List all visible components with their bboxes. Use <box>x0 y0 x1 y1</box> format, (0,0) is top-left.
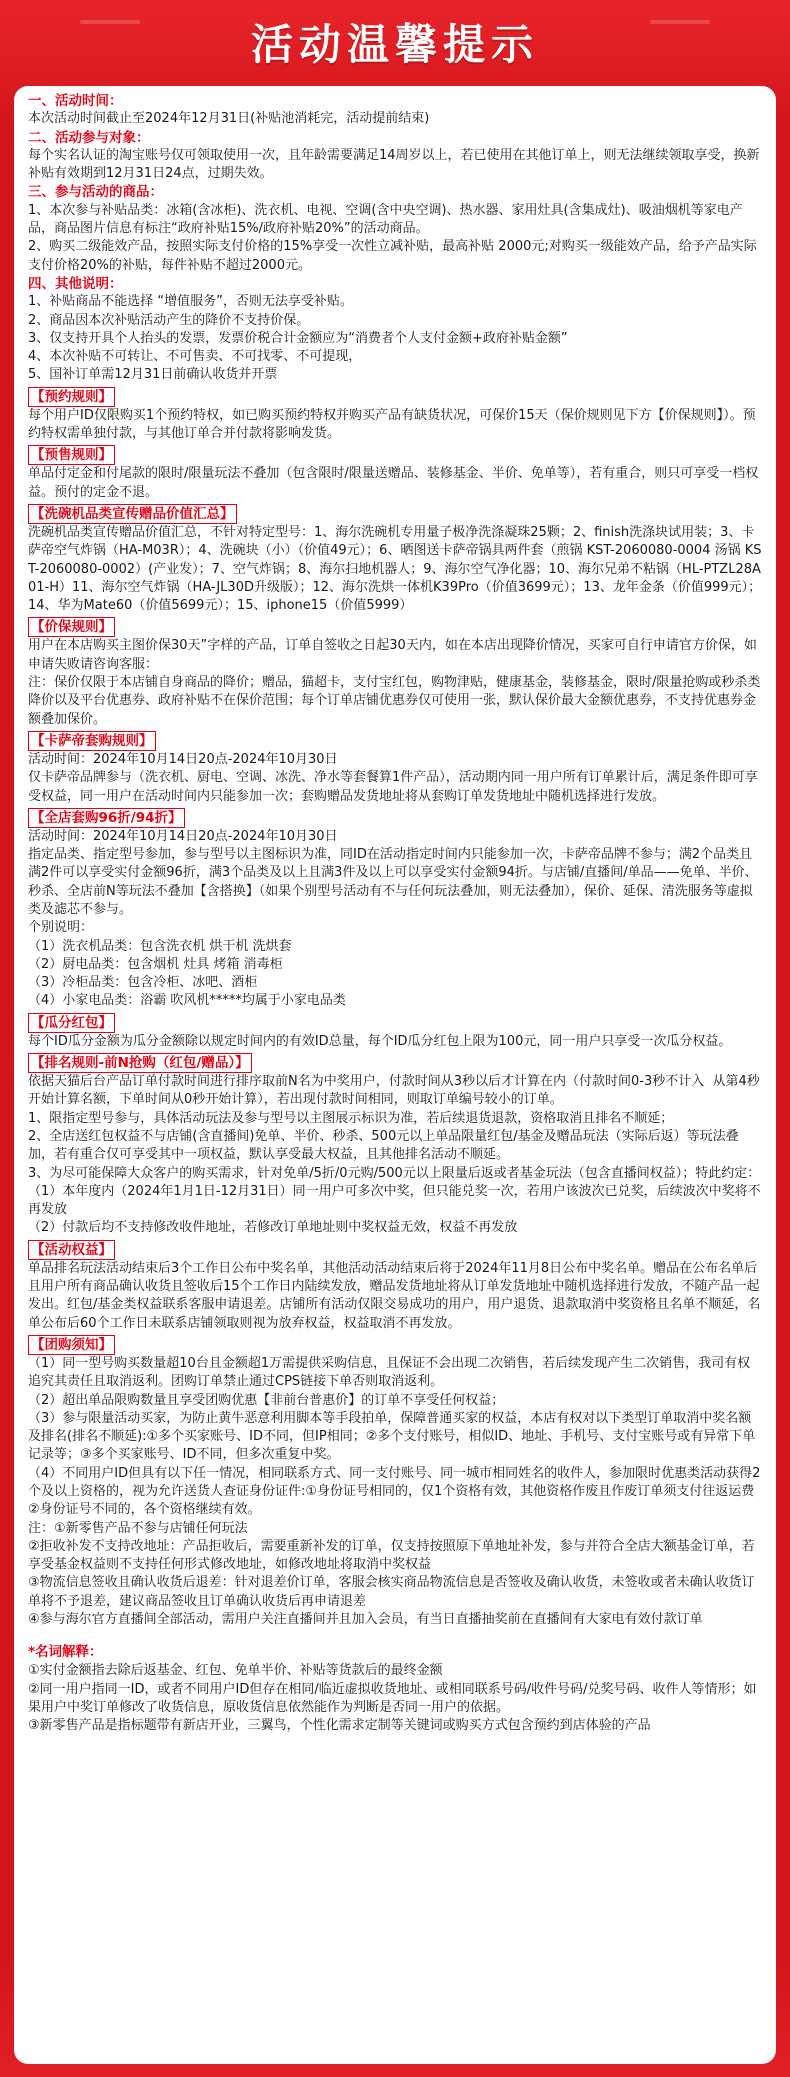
section-text: 活动时间：2024年10月14日20点-2024年10月30日 <box>28 828 338 844</box>
rule-section <box>28 385 762 444</box>
header-banner <box>0 0 790 84</box>
section-text: 2、商品因本次补贴活动产生的降价不支持价保。 <box>28 312 310 328</box>
section-tag: 【排名规则-前N抢购（红包/赠品）】 <box>28 1053 252 1073</box>
section-text: 1、限指定型号参与，具体活动玩法及参与型号以主图展示标识为准，若后续退货退款，资格取消且排名不顺延； <box>28 1110 674 1126</box>
glossary-item: ①实付金额指去除后返基金、红包、免单半价、补贴等货款后的最终金额 <box>28 1663 443 1679</box>
section-text: 指定品类、指定型号参加，参与型号以主图标识为准，同ID在活动指定时间内只能参加一次，卡萨帝品牌不参与；满2个品类且满2件可以享受实付金额96折，满3个品类及以上且满3件及以上可以享受实付金额94折。与店铺/直播间/单品——免单、半价、秒杀、全店前N等玩法不叠加【含搭换】（如果个别型号活动有不与任何玩法叠加，则无法叠加），保价、延保、清洗服务等虚拟类及滤芯不参与。 <box>28 847 758 917</box>
section-text: 3、为尽可能保障大众客户的购买需求，针对免单/5折/0元购/500元以上限量后返或者基金玩法（包含直播间权益）；特此约定： <box>28 1165 761 1181</box>
section-text: 2、购买二级能效产品，按照实际支付价格的15%享受一次性立减补贴，最高补贴 2000元;对购买一级能效产品，给予产品实际支付价格20%的补贴，每件补贴不超过2000元。 <box>28 239 757 273</box>
section-text: （1）本年度内（2024年1月1日-12月31日）同一用户可多次中奖，但只能兑奖一次，若用户该波次已兑奖，后续波次中奖将不再发放 <box>28 1183 761 1218</box>
section-text: （2）付款后均不支持修改收件地址，若修改订单地址则中奖权益无效，权益不再发放 <box>28 1220 518 1236</box>
rule-section <box>28 1238 762 1333</box>
rule-section <box>28 1011 762 1051</box>
section-text: 仅卡萨帝品牌参与（洗衣机、厨电、空调、冰洗、净水等套餐算1件产品），活动期内同一用户所有订单累计后，满足条件即可享受权益，同一用户在活动时间内只能参加一次；套购赠品发货地址将从套购订单发货地址中随机选择进行发放。 <box>28 770 758 804</box>
section-text: （2）超出单品限购数量且享受团购优惠【非前台普惠价】的订单不享受任何权益； <box>28 1392 505 1408</box>
section-text: 2、全店送红包权益不与店铺(含直播间)免单、半价、秒杀、500元以上单品限量红包/基金及赠品玩法（实际后返）等玩法叠加，若有重合仅可享受其中一项权益，默认享受最大权益，且其他排名活动不顺延。 <box>28 1128 739 1163</box>
section-tag: 【预约规则】 <box>28 387 115 407</box>
section-text: 依据天猫后台产品订单付款时间进行排序取前N名为中奖用户，付款时间从3秒以后才计算在内（付款时间0-3秒不计入 从第4秒开始计算名额，下单时间从0秒开始计算），若出现付款时间相同，则取订单编号较小的订单。 <box>28 1074 760 1108</box>
section-text: 注：保价仅限于本店铺自身商品的降价；赠品，猫超卡，支付宝红包，购物津贴，健康基金，装修基金，限时/限量抢购或秒杀类降价以及平台优惠券、政府补贴不在保价范围；每个订单店铺优惠券仅可使用一张，默认保价最大金额优惠券，不支持优惠券金额叠加保价。 <box>28 675 761 727</box>
section-text: 每个ID瓜分金额为瓜分金额除以规定时间内的有效ID总量，每个ID瓜分红包上限为100元，同一用户只享受一次瓜分权益。 <box>28 1033 732 1049</box>
rule-section <box>28 92 762 129</box>
section-text: ④参与海尔官方直播间全部活动，需用户关注直播间并且加入会员，有当日直播抽奖前在直播间有大家电有效付款订单 <box>28 1612 703 1628</box>
section-heading: 三、参与活动的商品： <box>28 184 163 201</box>
rule-section <box>28 275 762 385</box>
section-text: 1、补贴商品不能选择 “增值服务”，否则无法享受补贴。 <box>28 294 353 310</box>
rule-section <box>28 806 762 1011</box>
rule-section <box>28 443 762 502</box>
section-text: 3、仅支持开具个人抬头的发票，发票价税合计金额应为“消费者个人支付金额+政府补贴金额” <box>28 330 568 346</box>
section-heading: 一、活动时间： <box>28 93 123 109</box>
section-heading: 二、活动参与对象： <box>28 129 150 146</box>
page-title: 活动温馨提示 <box>250 20 539 69</box>
section-text: 注：①新零售产品不参与店铺任何玩法 <box>28 1520 248 1536</box>
rule-section <box>28 615 762 728</box>
section-tag: 【卡萨帝套购规则】 <box>28 731 156 751</box>
section-text: 洗碗机品类宣传赠品价值汇总，不针对特定型号：1、海尔洗碗机专用量子极净洗涤凝珠25颗；2、finish洗涤块试用装；3、卡萨帝空气炸锅（HA-M03R）；4、洗碗块（小）（价值49元）；6、晒图送卡萨帝锅具两件套（煎锅 KST-2060080-0004 汤锅 KST-2060080-0002）(产业发）；7、空气炸锅；8、海尔扫地机器人；9、海尔空气净化器；10、海尔兄弟不粘锅（HL-PTZL28A01-H）11、海尔空气炸锅（HA-JL30D升级版）；12、海尔洗烘一体机K39Pro（价值3699元）；13、龙年金条（价值999元）；14、华为Mate60（价值5699元）；15、iphone15（价值5999） <box>28 524 762 614</box>
section-text: 用户在本店购买主图价保30天”字样的产品，订单自签收之日起30天内，如在本店出现降价情况，买家可自行申请官方价保，如申请失败请咨询客服： <box>28 638 757 672</box>
section-text: 单品付定金和付尾款的限时/限量玩法不叠加（包含限时/限量送赠品、装修基金、半价、免单等），若有重合，则只可享受一档权益。预付的定金不退。 <box>28 466 759 500</box>
rule-section <box>28 183 762 274</box>
section-tag: 【预售规则】 <box>28 445 115 465</box>
rule-section <box>28 729 762 806</box>
section-text: 本次活动时间截止至2024年12月31日(补贴池消耗完，活动提前结束) <box>28 111 430 127</box>
section-text: 每个用户ID仅限购买1个预约特权，如已购买预约特权并购买产品有缺货状况，可保价15天（保价规则见下方【价保规则】）。预约特权需单独付款，与其他订单合并付款将影响发货。 <box>28 407 756 442</box>
section-text: （3）参与限量活动买家，为防止黄牛恶意利用脚本等手段拍单，保障普通买家的权益，本店有权对以下类型订单取消中奖名额及排名(排名不顺延):①多个买家账号、ID不同，但IP相同；②多个支付账号，相似ID、地址、手机号、支付宝账号或有异常下单记录等；③多个买家账号、ID不同，但多次重复中奖。 <box>28 1410 756 1463</box>
rule-section <box>28 1051 762 1238</box>
section-text: 每个实名认证的淘宝账号仅可领取使用一次，且年龄需要满足14周岁以上，若已使用在其他订单上，则无法继续领取享受，换新补贴有效期到12月31日24点，过期失效。 <box>28 147 760 182</box>
section-text: 单品排名玩法活动结束后3个工作日公布中奖名单，其他活动活动结束后将于2024年11月8日公布中奖名单。赠品在公布名单后且用户所有商品确认收货且签收后15个工作日内陆续发放，赠品发货地址将从订单发货地址中随机选择进行发放，不随产品一起发出。红包/基金类权益联系客服申请退差。店铺所有活动仅限交易成功的用户，用户退货、退款取消中奖资格且名单不顺延，名单公布后60个工作日未联系店铺领取则视为放弃权益，权益取消不再发放。 <box>28 1260 761 1331</box>
section-text: （3）冷柜品类：包含冷柜、冰吧、酒柜 <box>28 975 258 991</box>
section-tag: 【瓜分红包】 <box>28 1013 115 1033</box>
rules-content <box>28 92 762 1736</box>
section-text: 活动时间：2024年10月14日20点-2024年10月30日 <box>28 751 338 767</box>
section-text: 个别说明： <box>28 920 94 936</box>
section-text: 4、本次补贴不可转让、不可售卖、不可找零、不可提现， <box>28 349 362 365</box>
glossary-item: ②同一用户指同一ID，或者不同用户ID但存在相同/临近虚拟收货地址、或相同联系号码/收件号码/兑奖号码、收件人等情形；如果用户中奖订单修改了收货信息，原收货信息依然能作为判断是否同一用户的依据。 <box>28 1681 757 1715</box>
rules-card <box>14 86 776 2064</box>
section-text: 1、本次参与补贴品类：冰箱(含冰柜)、洗衣机、电视、空调(含中央空调)、热水器、家用灶具(含集成灶)、吸油烟机等家电产品，商品图片信息有标注“政府补贴15%/政府补贴20%”的活动商品。 <box>28 202 743 237</box>
section-tag: 【活动权益】 <box>28 1240 115 1260</box>
section-heading: 四、其他说明： <box>28 275 123 292</box>
section-text: （1）同一型号购买数量超10台且金额超1万需提供采购信息，且保证不会出现二次销售，若后续发现产生二次销售，我司有权追究其责任且取消返利。团购订单禁止通过CPS链接下单否则取消返利。 <box>28 1355 751 1390</box>
section-text: 5、国补订单需12月31日前确认收货并开票 <box>28 367 278 383</box>
section-tag: 【团购须知】 <box>28 1335 115 1355</box>
section-text: （4）不同用户ID但具有以下任一情况，相同联系方式、同一支付账号、同一城市相同姓名的收件人，参加限时优惠类活动获得2个及以上资格的，视为允许送货人查证身份证件:①身份证号相同的，仅1个资格有效，其他资格作废且作废订单须支付往返运费②身份证号不同的，各个资格继续有效。 <box>28 1465 761 1518</box>
glossary-heading: *名词解释： <box>28 1644 103 1661</box>
section-text: （1）洗衣机品类：包含洗衣机 烘干机 洗烘套 <box>28 938 292 954</box>
section-text: （2）厨电品类：包含烟机 灶具 烤箱 消毒柜 <box>28 956 283 972</box>
section-tag: 【洗碗机品类宣传赠品价值汇总】 <box>28 504 237 524</box>
section-text: ③物流信息签收且确认收货后退差：针对退差价订单，客服会核实商品物流信息是否签收及确认收货，未签收或者未确认收货订单将不予退差，建议商品签收且订单确认收货后再申请退差 <box>28 1575 755 1609</box>
section-tag: 【全店套购96折/94折】 <box>28 808 185 828</box>
rule-section <box>28 1333 762 1629</box>
rule-section <box>28 129 762 184</box>
spacer <box>28 1629 762 1643</box>
section-tag: 【价保规则】 <box>28 617 115 637</box>
rule-section <box>28 502 762 615</box>
section-text: （4）小家电品类：浴霸 吹风机*****均属于小家电品类 <box>28 993 346 1009</box>
section-text: ②拒收补发不支持改地址：产品拒收后，需要重新补发的订单，仅支持按照原下单地址补发，参与并符合全店大额基金订单，若享受基金权益则不支持任何形式修改地址，如修改地址将取消中奖权益 <box>28 1538 755 1573</box>
glossary-item: ③新零售产品是指标题带有新店开业，三翼鸟，个性化需求定制等关键词或购买方式包含预约到店体验的产品 <box>28 1718 651 1734</box>
